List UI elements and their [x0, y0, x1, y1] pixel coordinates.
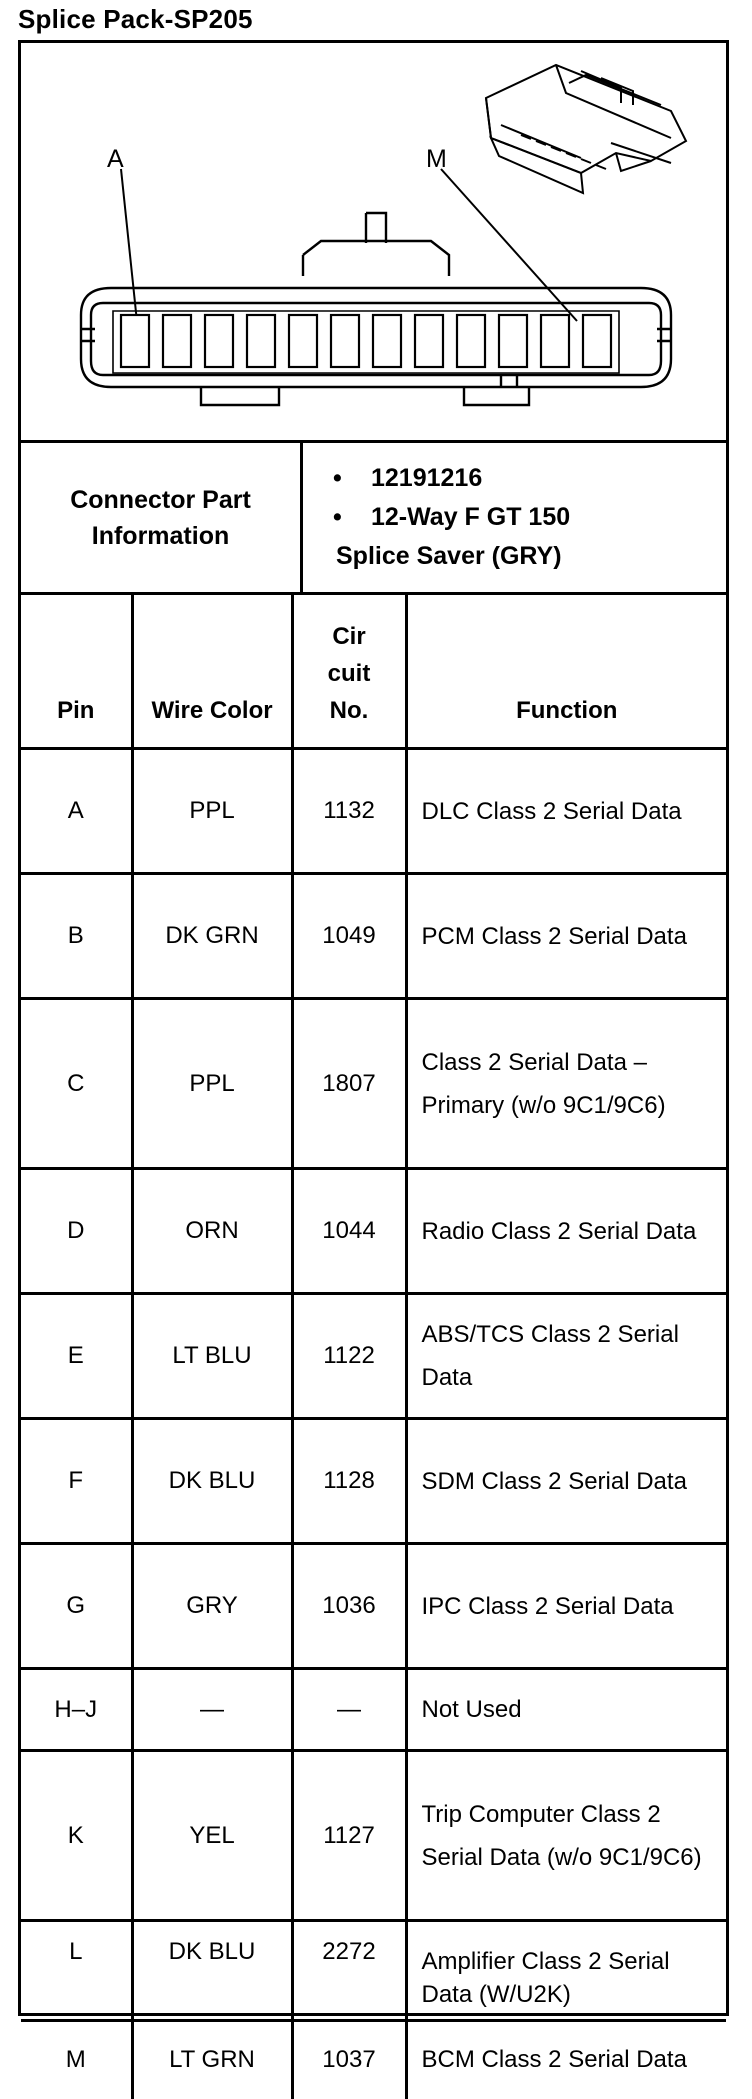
- table-header-row: [21, 595, 726, 749]
- part-number: • 12191216: [339, 459, 726, 498]
- circuit-cell: 2272: [292, 1921, 406, 2021]
- table-row: [21, 1169, 726, 1294]
- function-cell: ABS/TCS Class 2 Serial Data: [406, 1294, 726, 1419]
- pin-cell: H–J: [21, 1669, 132, 1751]
- wire-color-cell: DK BLU: [132, 1419, 292, 1544]
- header-pin: Pin: [21, 595, 132, 749]
- pinout-frame: [18, 40, 729, 2074]
- table-row: [21, 2021, 726, 2099]
- connector-3d-thumbnail: [486, 65, 686, 193]
- table-row: [21, 1294, 726, 1419]
- wire-color-cell: GRY: [132, 1544, 292, 1669]
- circuit-cell: 1037: [292, 2021, 406, 2099]
- pin-cell: G: [21, 1544, 132, 1669]
- table-row: [21, 749, 726, 874]
- pin-cell: L: [21, 1921, 132, 2021]
- wire-color-cell: DK BLU: [132, 1921, 292, 2021]
- wire-color-cell: DK GRN: [132, 874, 292, 999]
- table-row: [21, 874, 726, 999]
- pin-cell: D: [21, 1169, 132, 1294]
- circuit-cell: 1036: [292, 1544, 406, 1669]
- table-row: [21, 1751, 726, 1921]
- function-cell: IPC Class 2 Serial Data: [406, 1544, 726, 1669]
- wire-color-cell: LT BLU: [132, 1294, 292, 1419]
- wire-color-cell: —: [132, 1669, 292, 1751]
- function-cell: Radio Class 2 Serial Data: [406, 1169, 726, 1294]
- pinout-table: [21, 595, 726, 2099]
- connector-description: Splice Saver (GRY): [336, 542, 562, 570]
- pin-cell: F: [21, 1419, 132, 1544]
- header-function: Function: [406, 595, 726, 749]
- connector-part-info: [21, 443, 726, 595]
- connector-face-illustration: [21, 43, 726, 440]
- pin-a-label: A: [107, 145, 124, 173]
- page-title: Splice Pack-SP205: [18, 4, 253, 34]
- circuit-cell: 1049: [292, 874, 406, 999]
- circuit-cell: 1127: [292, 1751, 406, 1921]
- circuit-cell: 1807: [292, 999, 406, 1169]
- circuit-cell: 1132: [292, 749, 406, 874]
- function-cell: BCM Class 2 Serial Data: [406, 2021, 726, 2099]
- table-row: [21, 1419, 726, 1544]
- pin-cell: A: [21, 749, 132, 874]
- table-row: [21, 1669, 726, 1751]
- circuit-cell: 1128: [292, 1419, 406, 1544]
- function-cell: Trip Computer Class 2 Serial Data (w/o 9C1/9C6): [406, 1751, 726, 1921]
- function-cell: PCM Class 2 Serial Data: [406, 874, 726, 999]
- pin-cell: M: [21, 2021, 132, 2099]
- wire-color-cell: PPL: [132, 749, 292, 874]
- table-row: [21, 1544, 726, 1669]
- pin-cell: C: [21, 999, 132, 1169]
- wire-color-cell: ORN: [132, 1169, 292, 1294]
- function-cell: SDM Class 2 Serial Data: [406, 1419, 726, 1544]
- wire-color-cell: PPL: [132, 999, 292, 1169]
- circuit-cell: 1122: [292, 1294, 406, 1419]
- header-circuit-no: Cir cuit No.: [292, 595, 406, 749]
- function-cell: DLC Class 2 Serial Data: [406, 749, 726, 874]
- wire-color-cell: LT GRN: [132, 2021, 292, 2099]
- connector-diagram: [21, 43, 726, 443]
- connector-info-values: [303, 443, 726, 592]
- function-cell: Not Used: [406, 1669, 726, 1751]
- pin-cell: B: [21, 874, 132, 999]
- function-cell: Amplifier Class 2 Serial Data (W/U2K): [406, 1921, 726, 2021]
- table-row: [21, 999, 726, 1169]
- pin-cell: E: [21, 1294, 132, 1419]
- header-wire-color: Wire Color: [132, 595, 292, 749]
- pin-cell: K: [21, 1751, 132, 1921]
- pin-m-label: M: [426, 145, 447, 173]
- table-row: [21, 1921, 726, 2021]
- connector-info-label: Connector Part Information: [21, 443, 303, 592]
- circuit-cell: —: [292, 1669, 406, 1751]
- wire-color-cell: YEL: [132, 1751, 292, 1921]
- function-cell: Class 2 Serial Data – Primary (w/o 9C1/9C6): [406, 999, 726, 1169]
- circuit-cell: 1044: [292, 1169, 406, 1294]
- connector-type: • 12-Way F GT 150: [339, 498, 726, 537]
